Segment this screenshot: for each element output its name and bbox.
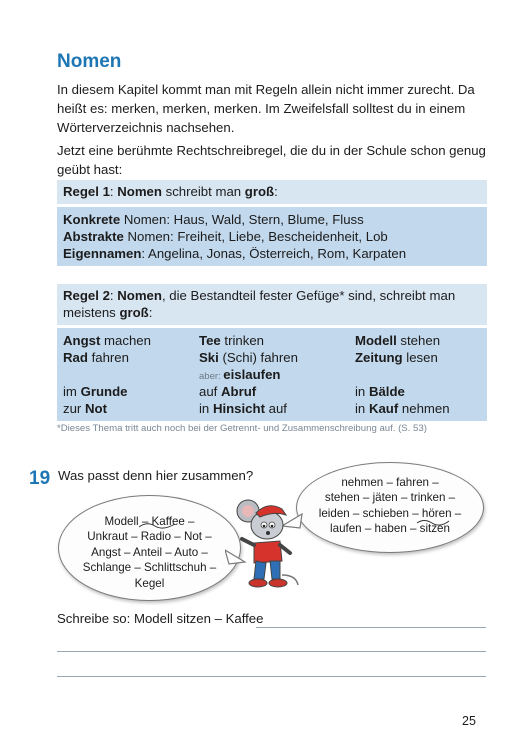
example-cell: in Hinsicht auf — [199, 401, 287, 416]
example-cell: Angst machen — [63, 333, 151, 348]
empty-cell — [63, 366, 199, 383]
task-number: 19 — [29, 468, 51, 489]
section-title: Nomen — [57, 51, 122, 72]
rule2-examples — [57, 328, 487, 421]
bubble-line: Unkraut – Radio – Not – — [87, 530, 212, 544]
empty-cell — [355, 366, 481, 383]
example-cell: Tee trinken — [199, 333, 264, 348]
rule1-example-row — [63, 211, 481, 228]
bubble-line: nehmen – fahren – — [341, 476, 439, 489]
example-cell: Rad fahren — [63, 350, 129, 365]
rule2-text-b: , die Bestandteil fester Gefüge* sind, schreibt man meistens — [63, 288, 456, 320]
strikeout-mark — [415, 517, 451, 527]
rule2-box — [57, 284, 487, 421]
answer-line[interactable] — [57, 651, 486, 652]
rule1-example-row — [63, 228, 481, 245]
rule2-heading — [57, 284, 487, 325]
example-cell: zur Not — [63, 401, 107, 416]
mouse-mascot-illustration — [230, 495, 304, 589]
bubble-line: Schlange – Schlittschuh – — [82, 561, 217, 575]
rule1-examples — [57, 207, 487, 266]
example-cell: auf Abruf — [199, 384, 257, 399]
footnote: *Dieses Thema tritt auch noch bei der Getrennt- und Zusammenschreibung auf. (S. 53) — [57, 423, 427, 434]
rule1-row-text: Nomen: Haus, Wald, Stern, Blume, Fluss — [120, 212, 364, 227]
example-cell: in Bälde — [355, 384, 405, 399]
nouns-speech-bubble — [58, 495, 241, 601]
bubble-line: laufen – haben – sitzen — [330, 522, 450, 536]
page-number: 25 — [462, 714, 476, 728]
rule1-row-term: Abstrakte — [63, 229, 124, 244]
rule1-box — [57, 180, 487, 266]
answer-line[interactable] — [256, 627, 486, 628]
rule1-heading — [57, 180, 487, 204]
rule1-row-text: Nomen: Freiheit, Liebe, Bescheidenheit, Lob — [123, 229, 388, 244]
rule1-row-term: Konkrete — [63, 212, 121, 227]
bubble-line: Angst – Anteil – Auto – — [91, 545, 208, 559]
example-cell: im Grunde — [63, 384, 128, 399]
rule2-keyword: Nomen — [117, 288, 162, 303]
bubble-line: Modell – Kaffee – — [104, 515, 195, 528]
rule2-emph: groß — [119, 305, 149, 320]
task-question: Was passt denn hier zusammen? — [58, 468, 254, 483]
rule1-text-b: schreibt man — [161, 184, 245, 199]
example-cell: Zeitung lesen — [355, 350, 438, 365]
example-cell-exception: aber: eislaufen — [199, 367, 281, 382]
rule1-text-a: : — [109, 184, 118, 199]
example-cell: Modell stehen — [355, 333, 441, 348]
bubble-line: stehen – jäten – trinken – — [324, 491, 456, 505]
bubble-line: Kegel — [134, 576, 165, 590]
rule1-row-text: : Angelina, Jonas, Österreich, Rom, Karpaten — [141, 246, 407, 261]
answer-line[interactable] — [57, 676, 486, 677]
verbs-speech-bubble — [296, 462, 484, 553]
strikeout-mark — [137, 519, 177, 531]
rule2-label: Regel 2 — [63, 288, 110, 303]
rule2-text-a: : — [109, 288, 118, 303]
rule1-keyword: Nomen — [117, 184, 162, 199]
intro-paragraph: In diesem Kapitel kommt man mit Regeln allein nicht immer zurecht. Da heißt es: merken, merken, merken. Im Zweifelsfall solltest du in einem Wörterverzeichnis nachsehen. — [57, 82, 475, 135]
rule1-row-term: Eigennamen — [63, 246, 142, 261]
example-instruction: Schreibe so: Modell sitzen – Kaffee — [57, 611, 264, 626]
rule1-emph: groß — [244, 184, 275, 199]
example-cell: Ski (Schi) fahren — [199, 350, 298, 365]
bubble-line: leiden – schieben – hören – — [318, 506, 462, 520]
example-cell: in Kauf nehmen — [355, 401, 450, 416]
rule1-example-row — [63, 245, 481, 262]
rule1-text-c: : — [274, 184, 278, 199]
intro-rule-paragraph: Jetzt eine berühmte Rechtschreibregel, die du in der Schule schon genug geübt hast: — [57, 143, 486, 177]
rule2-text-c: : — [148, 305, 153, 320]
rule1-label: Regel 1 — [63, 184, 110, 199]
